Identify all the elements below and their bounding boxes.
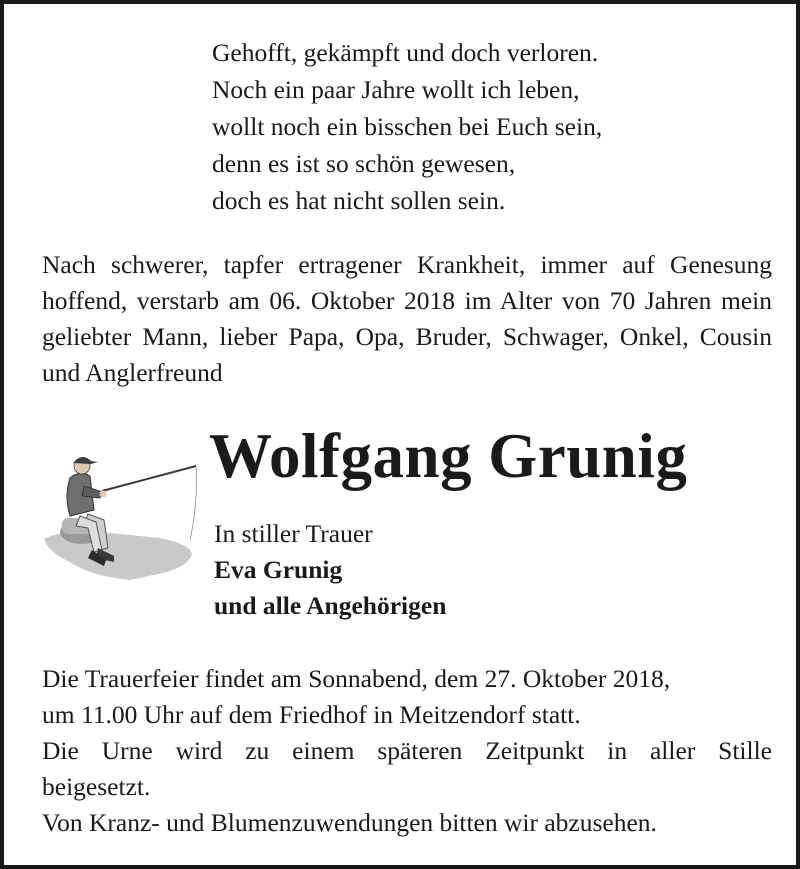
poem-line: Gehofft, gekämpft und doch verloren. <box>212 38 599 67</box>
flowers-note: Von Kranz- und Blumenzuwendungen bitten wir abzusehen. <box>42 808 657 837</box>
urn-line: Die Urne wird zu einem späteren Zeitpunkt in aller Stille <box>42 736 772 765</box>
poem-line: wollt noch ein bisschen bei Euch sein, <box>212 112 603 141</box>
mourners-signature <box>214 516 614 624</box>
death-announcement: Nach schwerer, tapfer ertragener Krankheit, immer auf Genesung hoffend, verstarb am 06. Oktober 2018 im Alter von 70 Jahren mein geliebter Mann, lieber Papa, Opa, Bruder, Schwager, Onkel, Cousin und Anglerfreund <box>42 250 772 387</box>
funeral-place-line: um 11.00 Uhr auf dem Friedhof in Meitzendorf statt. <box>42 700 581 729</box>
poem-line: doch es hat nicht sollen sein. <box>212 186 506 215</box>
funeral-date-line: Die Trauerfeier findet am Sonnabend, dem 27. Oktober 2018, <box>42 664 671 693</box>
angler-icon <box>40 444 200 584</box>
funeral-details <box>42 661 772 841</box>
mourning-phrase: In stiller Trauer <box>214 519 373 548</box>
poem-line: Noch ein paar Jahre wollt ich leben, <box>212 75 580 104</box>
urn-line-end: beigesetzt. <box>42 772 151 801</box>
relatives-line: und alle Angehörigen <box>214 591 447 620</box>
widow-name: Eva Grunig <box>214 555 343 584</box>
memorial-poem <box>212 34 752 219</box>
poem-line: denn es ist so schön gewesen, <box>212 149 516 178</box>
deceased-name: Wolfgang Grunig <box>209 421 688 491</box>
